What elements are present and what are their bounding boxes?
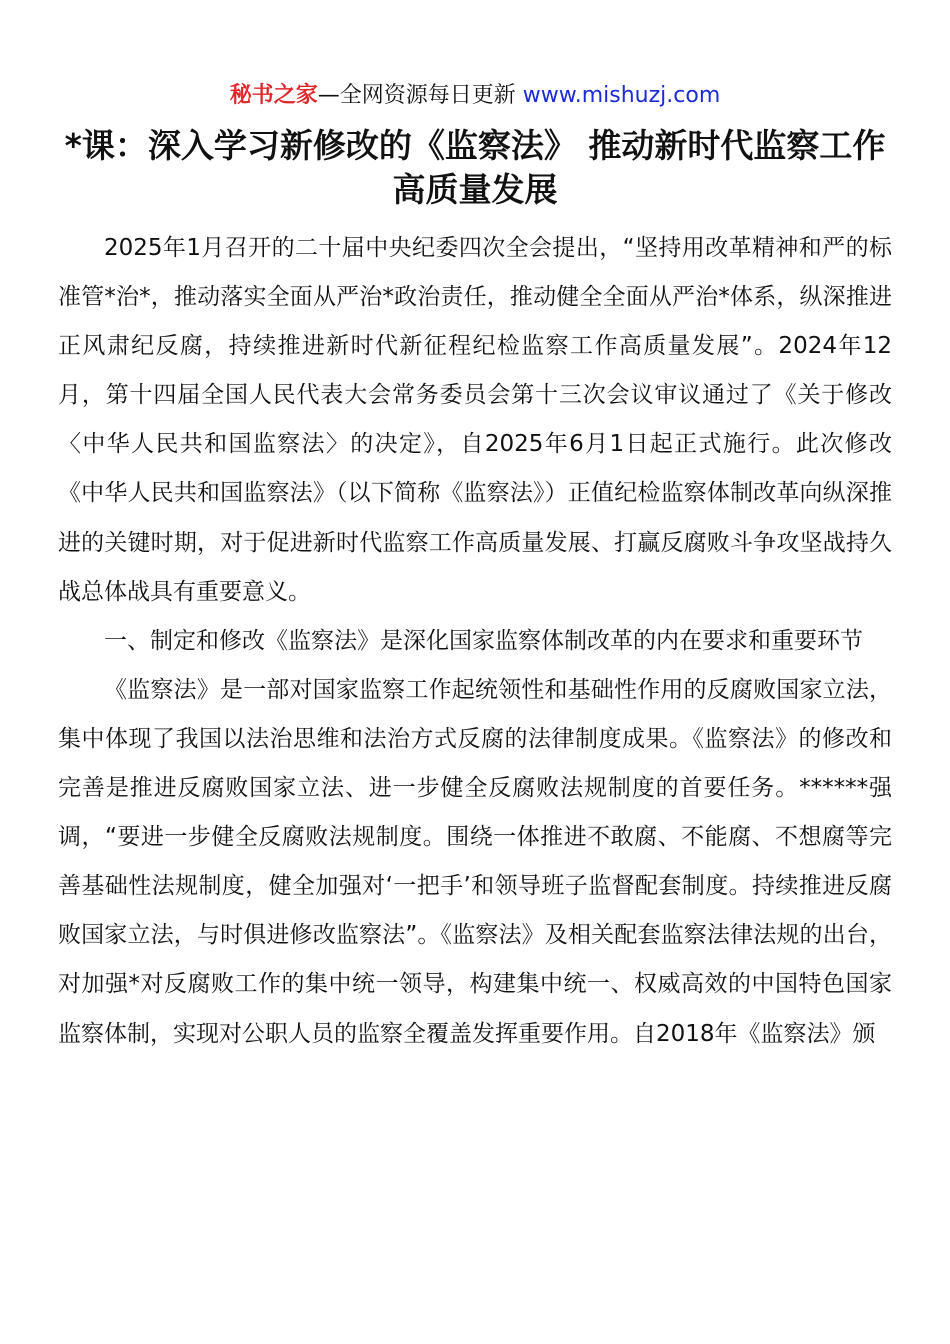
site-tagline: —全网资源每日更新	[317, 83, 523, 108]
site-header	[0, 80, 950, 112]
document-title: *课：深入学习新修改的《监察法》 推动新时代监察工作高质量发展	[64, 126, 886, 209]
paragraph-section-1: 《监察法》是一部对国家监察工作起统领性和基础性作用的反腐败国家立法，集中体现了我国以法治思维和法治方式反腐的法律制度成果。《监察法》的修改和完善是推进反腐败国家立法、进一步健全反腐败法规制度的首要任务。******强调，“要进一步健全反腐败法规制度。围绕一体推进不敢腐、不能腐、不想腐等完善基础性法规制度，健全加强对‘一把手’和领导班子监督配套制度。持续推进反腐败国家立法，与时俱进修改监察法”。《监察法》及相关配套监察法律法规的出台，对加强*对反腐败工作的集中统一领导，构建集中统一、权威高效的中国特色国家监察体制，实现对公职人员的监察全覆盖发挥重要作用。自2018年《监察法》颁	[58, 676, 892, 1047]
site-url-link[interactable]: www.mishuzj.com	[522, 83, 721, 108]
section-heading-1: 一、制定和修改《监察法》是深化国家监察体制改革的内在要求和重要环节	[104, 627, 863, 654]
document-body	[58, 224, 892, 1059]
site-brand-name: 秘书之家	[229, 83, 318, 108]
paragraph-intro: 2025年1月召开的二十届中央纪委四次全会提出，“坚持用改革精神和严的标准管*治*，推动落实全面从严治*政治责任，推动健全全面从严治*体系，纵深推进正风肃纪反腐，持续推进新时代新征程纪检监察工作高质量发展”。2024年12月，第十四届全国人民代表大会常务委员会第十三次会议审议通过了《关于修改〈中华人民共和国监察法〉的决定》，自2025年6月1日起正式施行。此次修改《中华人民共和国监察法》（以下简称《监察法》）正值纪检监察体制改革向纵深推进的关键时期，对于促进新时代监察工作高质量发展、打赢反腐败斗争攻坚战持久战总体战具有重要意义。	[58, 235, 892, 605]
